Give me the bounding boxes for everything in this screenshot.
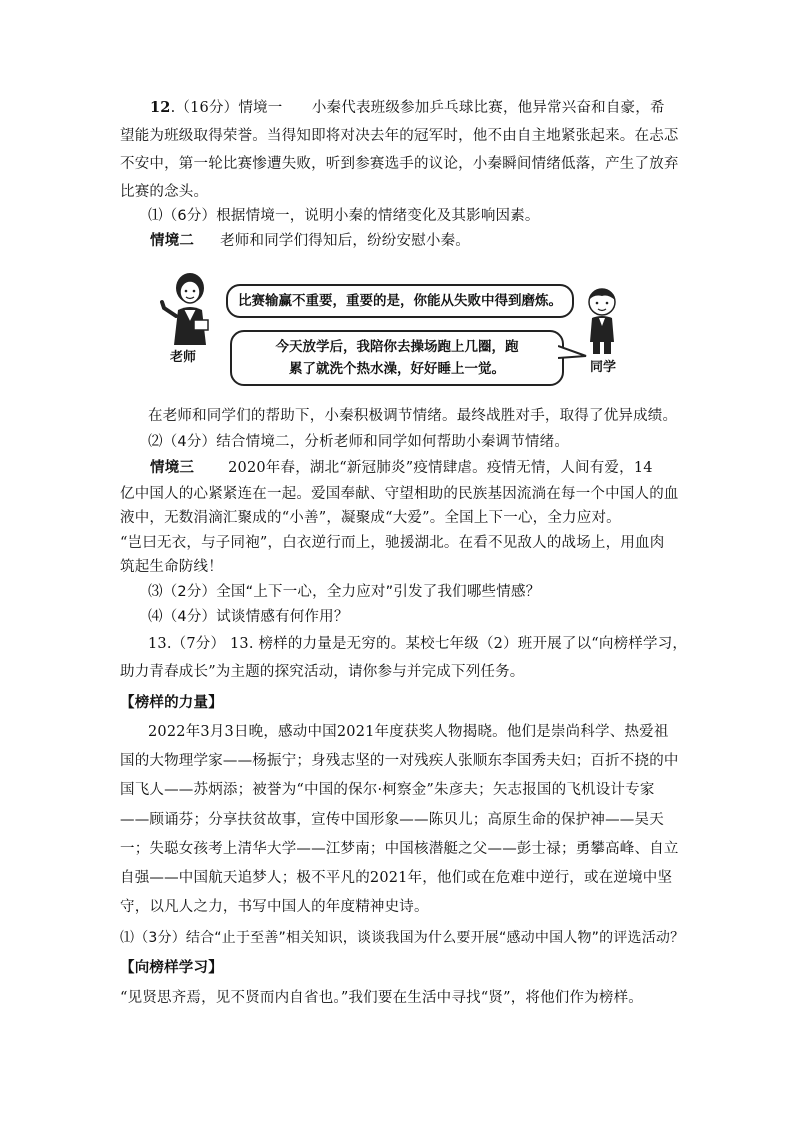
q12-sub-1: ⑴（6分）根据情境一，说明小秦的情绪变化及其影响因素。 <box>148 208 540 224</box>
student-label: 同学 <box>590 360 617 375</box>
q13-sub-1: ⑴（3分）结合“止于至善”相关知识，谈谈我国为什么要开展“感动中国人物”的评选活动？ <box>120 930 685 946</box>
q12-line-1 <box>150 98 665 118</box>
q12-number: 12 <box>150 99 171 116</box>
teacher-speech-bubble: 比赛输赢不重要，重要的是，你能从失败中得到磨炼。 <box>226 284 574 318</box>
student-speech-line-2: 累了就洗个热水澡，好好睡上一觉。 <box>289 361 505 377</box>
q12-scene-3-line-5: 筑起生命防线！ <box>120 559 223 575</box>
q12-line-4: 比赛的念头。 <box>120 184 209 200</box>
q13-para-line-2: 国的大物理学家——杨振宁；身残志坚的一对残疾人张顺东李国秀夫妇；百折不挠的中 <box>120 753 679 769</box>
q13-section-heading-2: 【向榜样学习】 <box>120 959 223 976</box>
q12-scene-2 <box>150 231 470 251</box>
scene-2-text: 老师和同学们得知后，纷纷安慰小秦。 <box>220 233 471 249</box>
q12-line-3: 不安中，第一轮比赛惨遭失败，听到参赛选手的议论，小秦瞬间情绪低落，产生了放弃 <box>120 156 679 172</box>
q12-scene-3-line-2: 亿中国人的心紧紧连在一起。爱国奉献、守望相助的民族基因流淌在每一个中国人的血 <box>120 486 679 502</box>
q13-para-line-7: 守，以凡人之力，书写中国人的年度精神史诗。 <box>120 899 429 915</box>
q13-line-1: 13.（7分） 13. 榜样的力量是无穷的。某校七年级（2）班开展了以“向榜样学习， <box>148 636 688 652</box>
q13-line-2: 助力青春成长”为主题的探究活动，请你参与并完成下列任务。 <box>120 664 525 680</box>
q12-scene-3-line-3: 液中，无数涓滴汇聚成的“小善”，凝聚成“大爱”。全国上下一心，全力应对。 <box>120 510 621 526</box>
student-speech-line-1: 今天放学后，我陪你去操场跑上几圈，跑 <box>275 339 519 355</box>
q12-after-illustration: 在老师和同学们的帮助下，小秦积极调节情绪。最终战胜对手，取得了优异成绩。 <box>148 408 678 424</box>
teacher-label: 老师 <box>170 350 197 365</box>
q12-line-1-text: .（16分）情境一 小秦代表班级参加乒乓球比赛，他异常兴奋和自豪，希 <box>170 100 665 116</box>
scene-3-label: 情境三 <box>150 459 195 476</box>
q12-line-2: 望能为班级取得荣誉。当得知即将对决去年的冠军时，他不由自主地紧张起来。在忐忑 <box>120 128 679 144</box>
q13-para-line-8: “见贤思齐焉，见不贤而内自省也。”我们要在生活中寻找“贤”，将他们作为榜样。 <box>120 990 643 1006</box>
q13-para-line-6: 自强——中国航天追梦人；极不平凡的2021年，他们或在危难中逆行，或在逆境中坚 <box>120 870 673 886</box>
scene-2-label: 情境二 <box>150 232 195 249</box>
teacher-figure-icon <box>160 270 220 345</box>
q12-scene-3-line-1 <box>150 458 653 478</box>
q13-section-heading-1: 【榜样的力量】 <box>120 694 223 711</box>
q12-sub-3: ⑶（2分）全国“上下一心，全力应对”引发了我们哪些情感？ <box>148 584 541 600</box>
student-speech-bubble <box>230 330 564 386</box>
q13-para-line-3: 国飞人——苏炳添；被誉为“中国的保尔·柯察金”朱彦夫；矢志报国的飞机设计专家 <box>120 782 655 798</box>
q13-para-line-4: ——顾诵芬；分享扶贫故事，宣传中国形象——陈贝儿；高原生命的保护神——吴天 <box>120 812 664 828</box>
q12-sub-2: ⑵（4分）结合情境二，分析老师和同学如何帮助小秦调节情绪。 <box>148 434 570 450</box>
q12-scene-3-line-4: “岂曰无衣，与子同袍”，白衣逆行而上，驰援湖北。在看不见敌人的战场上，用血肉 <box>120 535 665 551</box>
q12-sub-4: ⑷（4分）试谈情感有何作用？ <box>148 609 349 625</box>
q13-para-line-1: 2022年3月3日晚，感动中国2021年度获奖人物揭晓。他们是崇尚科学、热爱祖 <box>148 724 669 740</box>
scene-3-text-1: 2020年春，湖北“新冠肺炎”疫情肆虐。疫情无情，人间有爱，14 <box>228 460 653 476</box>
dialogue-illustration <box>150 270 630 390</box>
q13-para-line-5: 一；失聪女孩考上清华大学——江梦南；中国核潜艇之父——彭士禄；勇攀高峰、自立 <box>120 841 679 857</box>
student-figure-icon <box>580 286 624 356</box>
